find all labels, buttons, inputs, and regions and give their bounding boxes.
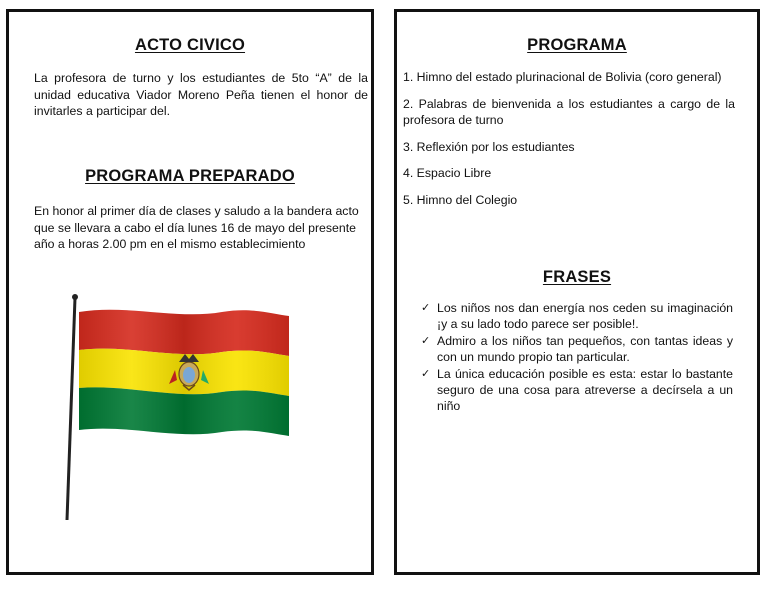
- flag-pole-finial: [72, 294, 78, 300]
- program-item: 4. Espacio Libre: [403, 166, 492, 180]
- checkmark-icon: ✓: [421, 368, 431, 380]
- program-item: 2. Palabras de bienvenida a los estudiantes a cargo de la profesora de turno: [403, 96, 735, 127]
- frases-title: FRASES: [542, 268, 612, 286]
- program-item: 5. Himno del Colegio: [403, 192, 518, 207]
- checkmark-icon: ✓: [421, 335, 431, 347]
- event-details-text: En honor al primer día de clases y saludo a la bandera acto que se llevara a cabo el día lunes 16 de mayo del presente año a horas 2.00 pm en el mismo establecimiento: [34, 204, 359, 251]
- frase-item: [421, 333, 733, 365]
- programa-preparado-title: PROGRAMA PREPARADO: [85, 167, 295, 185]
- frase-item: [421, 366, 733, 414]
- acto-civico-title: ACTO CIVICO: [134, 36, 246, 54]
- frase-text: La única educación posible es esta: estar lo bastante seguro de una cosa para atreverse a decírsela a un niño: [437, 367, 733, 413]
- frases-list: [421, 300, 733, 415]
- program-item: 3. Reflexión por los estudiantes: [403, 139, 575, 154]
- frase-item: [421, 300, 733, 332]
- invitation-text: La profesora de turno y los estudiantes de 5to “A” de la unidad educativa Viador Moreno Peña tienen el honor de invitarles a participar del.: [34, 71, 368, 118]
- bolivia-flag-image: [57, 290, 297, 524]
- right-card: [394, 9, 760, 575]
- flag-pole: [67, 298, 75, 520]
- programa-title: PROGRAMA: [527, 36, 627, 54]
- frase-text: Los niños nos dan energía nos ceden su imaginación ¡y a su lado todo parece ser posible!.: [437, 301, 733, 331]
- checkmark-icon: ✓: [421, 302, 431, 314]
- program-item: 1. Himno del estado plurinacional de Bolivia (coro general): [403, 70, 722, 84]
- program-list: [403, 69, 735, 218]
- left-card: [6, 9, 374, 575]
- frase-text: Admiro a los niños tan pequeños, con tantas ideas y con un mundo propio tan particular.: [437, 334, 733, 364]
